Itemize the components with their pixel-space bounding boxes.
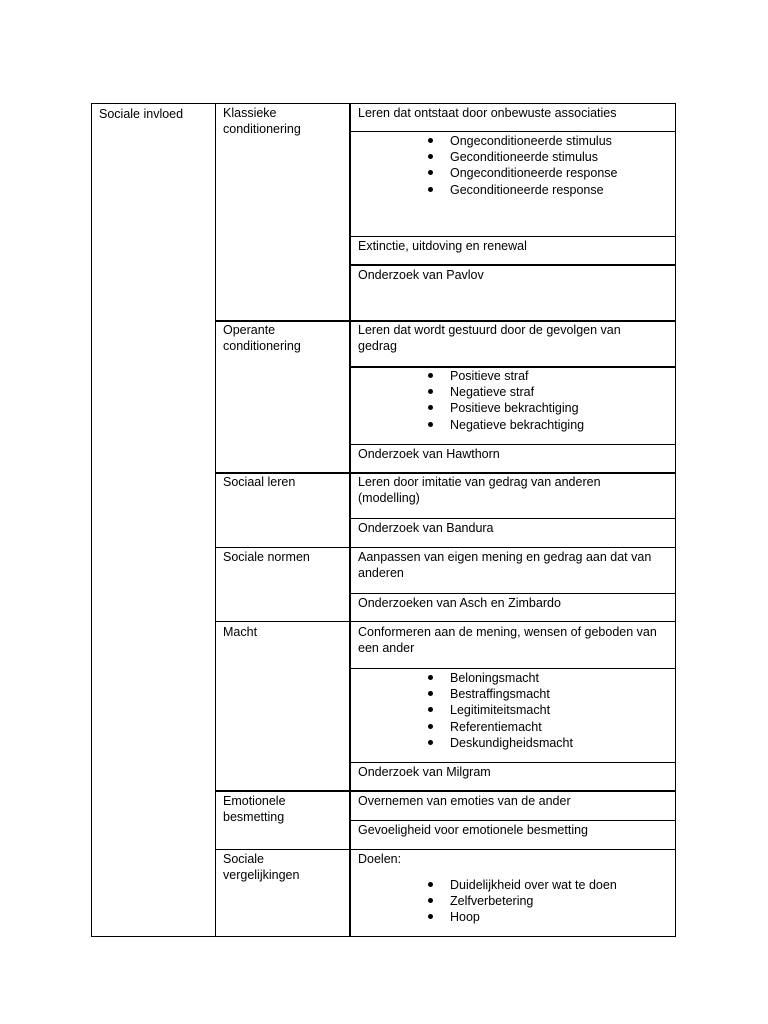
research-cell: Onderzoek van Bandura xyxy=(358,521,494,535)
list-item: Positieve straf xyxy=(450,368,584,384)
bullet-list xyxy=(450,133,617,198)
row-divider xyxy=(350,444,675,445)
bullet-icon xyxy=(428,389,433,394)
row-divider xyxy=(350,131,675,132)
list-item: Hoop xyxy=(450,909,617,925)
list-item: Ongeconditioneerde stimulus xyxy=(450,133,617,149)
section-title: Operante conditionering xyxy=(223,323,301,353)
list-item: Positieve bekrachtiging xyxy=(450,400,584,416)
list-item: Ongeconditioneerde response xyxy=(450,165,617,181)
row-divider xyxy=(350,236,675,237)
column-divider xyxy=(349,104,351,936)
list-item: Duidelijkheid over wat te doen xyxy=(450,877,617,893)
list-item: Bestraffingsmacht xyxy=(450,686,573,702)
definition-cell: Aanpassen van eigen mening en gedrag aan dat van anderen xyxy=(358,550,652,580)
bullet-list xyxy=(450,368,584,433)
bullet-icon xyxy=(428,675,433,680)
topic-cell: Sociale invloed xyxy=(99,107,184,121)
bullet-list xyxy=(450,877,617,926)
bullet-icon xyxy=(428,405,433,410)
bullet-icon xyxy=(428,187,433,192)
bullet-icon xyxy=(428,914,433,919)
definition-cell: Leren dat ontstaat door onbewuste associaties xyxy=(358,106,617,120)
bullet-icon xyxy=(428,170,433,175)
bullet-icon xyxy=(428,898,433,903)
row-divider xyxy=(350,820,675,821)
extra-cell: Extinctie, uitdoving en renewal xyxy=(358,239,527,253)
definition-cell: Overnemen van emoties van de ander xyxy=(358,794,571,808)
research-cell: Onderzoek van Milgram xyxy=(358,765,491,779)
bullet-icon xyxy=(428,691,433,696)
list-item: Referentiemacht xyxy=(450,719,573,735)
definition-cell: Conformeren aan de mening, wensen of geboden van een ander xyxy=(358,625,657,655)
row-divider xyxy=(350,668,675,669)
row-divider xyxy=(350,593,675,594)
list-item: Geconditioneerde response xyxy=(450,182,617,198)
row-divider xyxy=(350,264,675,266)
section-divider xyxy=(215,790,675,792)
bullet-icon xyxy=(428,882,433,887)
definition-cell: Doelen: xyxy=(358,852,402,866)
section-divider xyxy=(215,547,675,548)
list-item: Zelfverbetering xyxy=(450,893,617,909)
list-item: Deskundigheidsmacht xyxy=(450,735,573,751)
bullet-icon xyxy=(428,707,433,712)
research-cell: Onderzoeken van Asch en Zimbardo xyxy=(358,596,561,610)
list-item: Geconditioneerde stimulus xyxy=(450,149,617,165)
research-cell: Gevoeligheid voor emotionele besmetting xyxy=(358,823,588,837)
section-title: Sociaal leren xyxy=(223,475,296,489)
research-cell: Onderzoek van Pavlov xyxy=(358,268,484,282)
bullet-icon xyxy=(428,422,433,427)
section-title: Macht xyxy=(223,625,258,639)
section-title: Sociale vergelijkingen xyxy=(223,852,300,882)
bullet-list xyxy=(450,670,573,751)
section-title: Sociale normen xyxy=(223,550,310,564)
table xyxy=(91,103,676,937)
section-title: Klassieke conditionering xyxy=(223,106,301,136)
row-divider xyxy=(350,518,675,519)
list-item: Legitimiteitsmacht xyxy=(450,702,573,718)
bullet-icon xyxy=(428,154,433,159)
list-item: Negatieve straf xyxy=(450,384,584,400)
column-divider xyxy=(215,104,216,936)
bullet-icon xyxy=(428,740,433,745)
definition-cell: Leren door imitatie van gedrag van anderen (modelling) xyxy=(358,475,601,505)
bullet-icon xyxy=(428,724,433,729)
bullet-icon xyxy=(428,373,433,378)
list-item: Beloningsmacht xyxy=(450,670,573,686)
section-divider xyxy=(215,621,675,622)
row-divider xyxy=(350,762,675,763)
section-divider xyxy=(215,849,675,850)
definition-cell: Leren dat wordt gestuurd door de gevolgen van gedrag xyxy=(358,323,621,353)
research-cell: Onderzoek van Hawthorn xyxy=(358,447,500,461)
section-title: Emotionele besmetting xyxy=(223,794,286,824)
list-item: Negatieve bekrachtiging xyxy=(450,417,584,433)
bullet-icon xyxy=(428,138,433,143)
